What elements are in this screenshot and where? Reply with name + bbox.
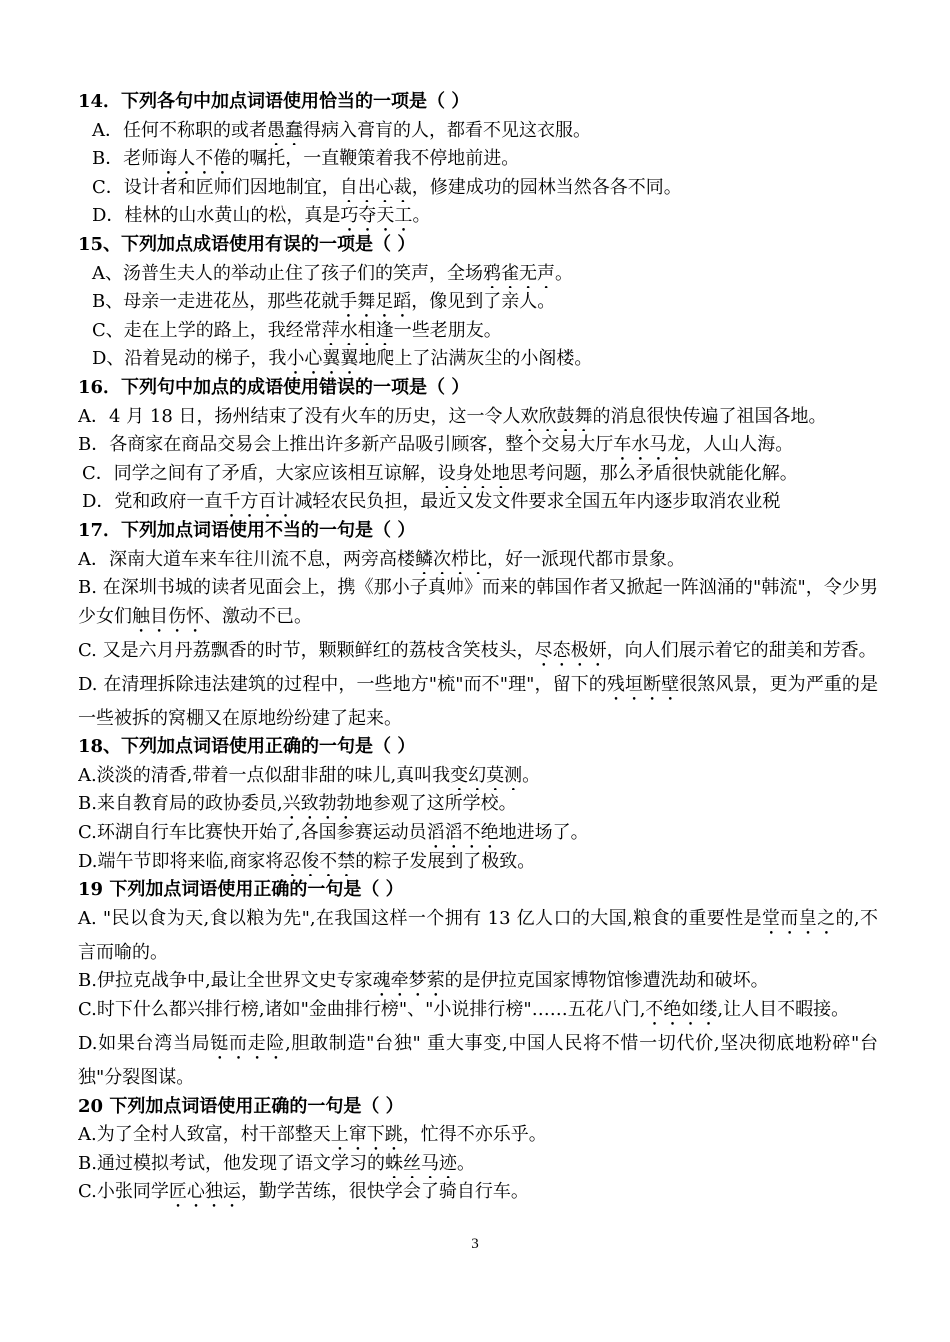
option-d: D. 在清理拆除违法建筑的过程中，一些地方"梳"而不"理"，留下的残垣断壁很煞风景，更为严重的是一些被拆的窝棚又在原地纷纷建了起来。 [78,673,878,729]
question-stem-14: 14．下列各句中加点词语使用恰当的一项是（ ） [78,91,470,112]
option-b: B．各商家在商品交易会上推出许多新产品吸引顾客，整个交易大厅车水马龙，人山人海。 [78,434,794,456]
option-a: A．深南大道车来车往川流不息，两旁高楼鳞次栉比，好一派现代都市景象。 [78,548,685,570]
option-c: C、走在上学的路上，我经常萍水相逢一些老朋友。 [92,319,502,341]
option-a: A. "民以食为天,食以粮为先",在我国这样一个拥有 13 亿人口的大国,粮食的重要性是堂而皇之的,不言而喻的。 [78,907,878,963]
option-a: A.淡淡的清香,带着一点似甜非甜的味儿,真叫我变幻莫测。 [78,764,541,786]
option-c: C．同学之间有了矛盾，大家应该相互谅解，设身处地思考问题，那么矛盾很快就能化解。 [82,462,798,484]
question-stem-16: 16．下列句中加点的成语使用错误的一项是（ ） [78,376,470,398]
option-d: D、沿着晃动的梯子，我小心翼翼地爬上了沾满灰尘的小阁楼。 [92,348,593,370]
option-c: C.环湖自行车比赛快开始了,各国参赛运动员滔滔不绝地进场了。 [78,822,589,844]
option-d: D．桂林的山水黄山的松，真是巧夺天工。 [92,205,431,227]
option-a: A．4 月 18 日，扬州结束了没有火车的历史，这一令人欢欣鼓舞的消息很快传遍了祖国各地。 [78,405,827,427]
question-stem-18: 18、下列加点词语使用正确的一句是（ ） [78,736,416,758]
option-b: B.伊拉克战争中,最让全世界文史专家魂牵梦萦的是伊拉克国家博物馆惨遭洗劫和破坏。 [78,970,769,992]
option-b: B.通过模拟考试，他发现了语文学习的蛛丝马迹。 [78,1152,475,1174]
option-b: B、母亲一走进花丛，那些花就手舞足蹈，像见到了亲人。 [92,291,556,313]
option-c: C. 又是六月丹荔飘香的时节，颗颗鲜红的荔枝含笑枝头，尽态极妍，向人们展示着它的甜美和芳香。 [78,639,877,661]
option-a: A、汤普生夫人的举动止住了孩子们的笑声，全场鸦雀无声。 [92,262,573,284]
option-b: B.来自教育局的政协委员,兴致勃勃地参观了这所学校。 [78,793,517,815]
option-b: B．老师诲人不倦的嘱托，一直鞭策着我不停地前进。 [92,148,520,170]
option-b: B. 在深圳书城的读者见面会上，携《那小子真帅》而来的韩国作者又掀起一阵汹涌的"韩流"，令少男少女们触目伤怀、激动不已。 [78,577,878,627]
option-c: C.时下什么都兴排行榜,诸如"金曲排行榜"、"小说排行榜"……五花八门,不绝如缕,让人目不暇接。 [78,999,850,1021]
question-stem-20: 20 下列加点词语使用正确的一句是（ ） [78,1095,404,1117]
question-list [78,88,878,1207]
option-a: A．任何不称职的或者愚蠢得病入膏肓的人，都看不见这衣服。 [92,119,591,141]
option-c: C.小张同学匠心独运，勤学苦练，很快学会了骑自行车。 [78,1181,529,1203]
option-a: A.为了全村人致富，村干部整天上窜下跳，忙得不亦乐乎。 [78,1124,547,1146]
option-d: D.如果台湾当局铤而走险,胆敢制造"台独" 重大事变,中国人民将不惜一切代价,坚决彻底地粉碎"台独"分裂图谋。 [78,1033,878,1089]
question-stem-17: 17．下列加点词语使用不当的一句是（ ） [78,519,416,541]
page-number: 3 [471,1236,479,1252]
option-d: D．党和政府一直千方百计减轻农民负担，最近又发文件要求全国五年内逐步取消农业税 [82,491,781,513]
option-d: D.端午节即将来临,商家将忍俊不禁的粽子发展到了极致。 [78,850,536,872]
question-stem-19: 19 下列加点词语使用正确的一句是（ ） [78,879,404,901]
question-stem-15: 15、下列加点成语使用有误的一项是（ ） [78,233,416,255]
option-c: C．设计者和匠师们因地制宜，自出心裁，修建成功的园林当然各各不同。 [92,176,682,198]
